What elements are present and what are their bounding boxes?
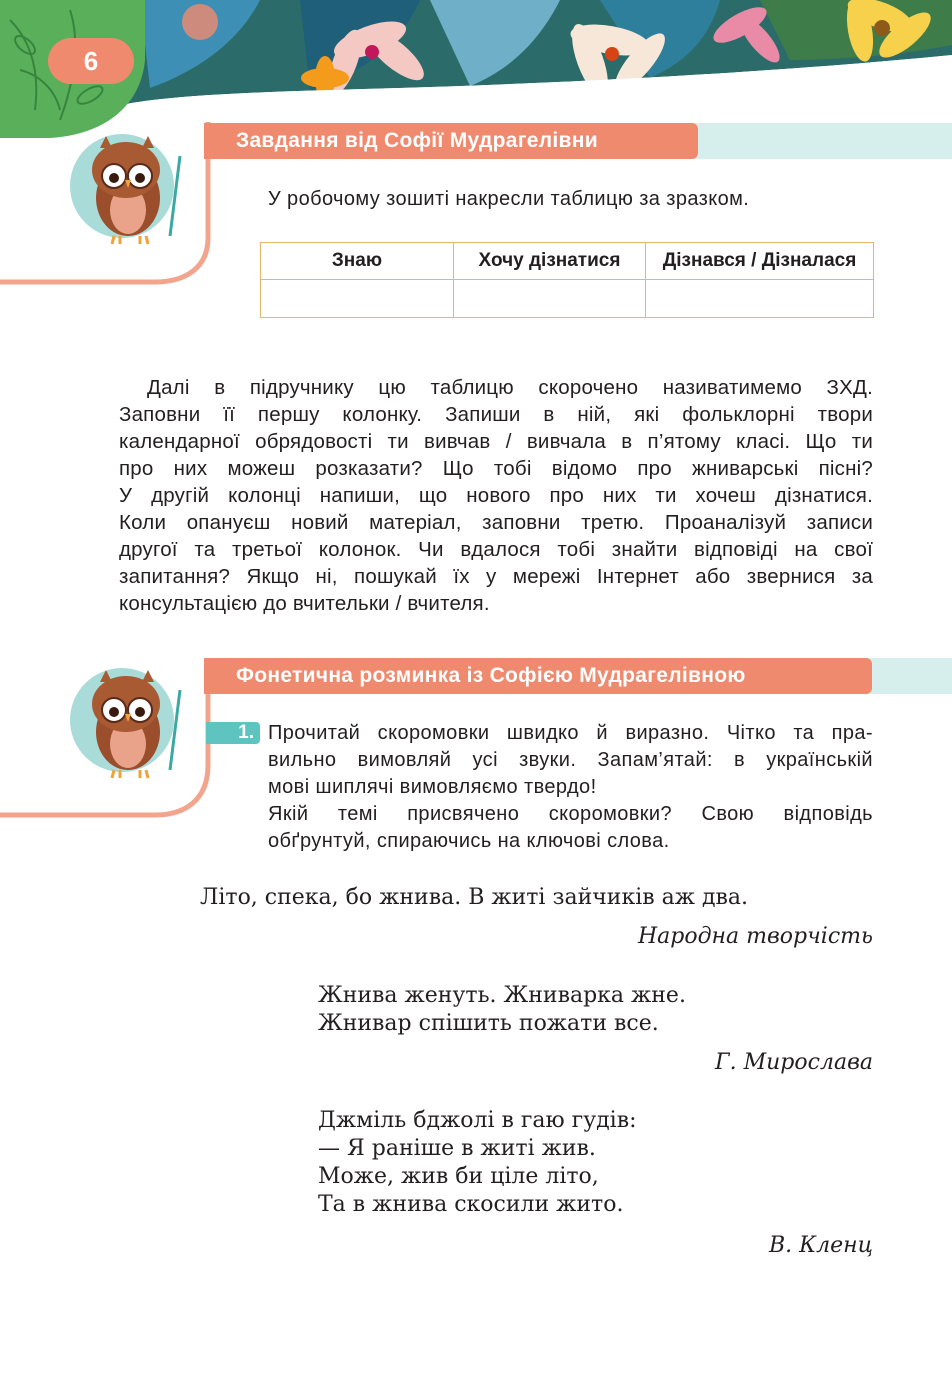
task-line: обґрунтуй, спираючись на ключові слова. [268,830,670,852]
page-number: 6 [48,38,134,84]
tongue-twister-2 [318,982,686,1038]
task-line: Прочитай скоромовки швидко й виразно. Чітко та пра- [268,722,873,744]
paragraph-line: Заповни її першу колонку. Запиши в ній, які фольклорні твори [119,403,873,426]
task-number-badge: 1. [206,722,260,744]
paragraph-line: календарної обрядовості ти вивчав / вивчала в п’ятому класі. Що ти [119,430,873,453]
author-myroslava: Г. Мирослава [715,1050,873,1075]
table-cell [454,280,646,318]
author-klents: В. Кленц [768,1233,873,1258]
author-folk: Народна творчість [637,924,873,949]
zxd-table [260,242,874,318]
table-header-row [261,243,874,280]
section-bar-extension [860,658,952,694]
poem-line: Жнива женуть. Жниварка жне. [318,983,686,1008]
poem-line: Джміль бджолі в гаю гудів: [318,1108,637,1133]
paragraph-line: Коли опануєш новий матеріал, заповни третю. Проаналізуй записи [119,511,873,534]
paragraph-line: Далі в підручнику цю таблицю скорочено називатимемо ЗХД. [147,376,873,399]
table-header-know: Знаю [261,243,454,280]
paragraph-line: другої та третьої колонок. Чи вдалося тобі знайти відповіді на свої [119,538,873,561]
task-line: вильно вимовляй усі звуки. Запам’ятай: в українській [268,749,873,771]
task-line: Якій темі присвячено скоромовки? Свою відповідь [268,803,873,825]
table-cell [261,280,454,318]
table-header-learned: Дізнався / Дізналася [646,243,874,280]
poem-line: Та в жнива скосили жито. [318,1192,624,1217]
owl-mascot-icon [62,118,192,248]
table-header-want: Хочу дізнатися [454,243,646,280]
section-bar-extension [690,123,952,159]
paragraph-line: про них можеш розказати? Що тобі відомо про жниварські пісні? [119,457,873,480]
poem-line: Може, жив би ціле літо, [318,1164,599,1189]
owl-mascot-icon [62,652,192,782]
paragraph-line: консультацією до вчительки / вчителя. [119,592,490,615]
poem-line: Жнивар спішить пожати все. [318,1011,659,1036]
tongue-twister-1: Літо, спека, бо жнива. В житі зайчиків аж два. [200,885,748,910]
task-text [268,720,873,855]
paragraph-line: У другій колонці напиши, що нового про них ти хочеш дізнатися. [119,484,873,507]
paragraph-line: запитання? Якщо ні, пошукай їх у мережі Інтернет або звернися за [119,565,873,588]
tongue-twister-3 [318,1107,637,1219]
table-instruction: У робочому зошиті накресли таблицю за зразком. [268,188,750,210]
section-title-task: Завдання від Софії Мудрагелівни [204,123,698,159]
section-title-phonetics: Фонетична розминка із Софією Мудрагелівною [204,658,872,694]
poem-line: — Я раніше в житі жив. [318,1136,596,1161]
table-row [261,280,874,318]
main-paragraph [119,374,873,617]
task-line: мові шиплячі вимовляємо твердо! [268,776,597,798]
table-cell [646,280,874,318]
